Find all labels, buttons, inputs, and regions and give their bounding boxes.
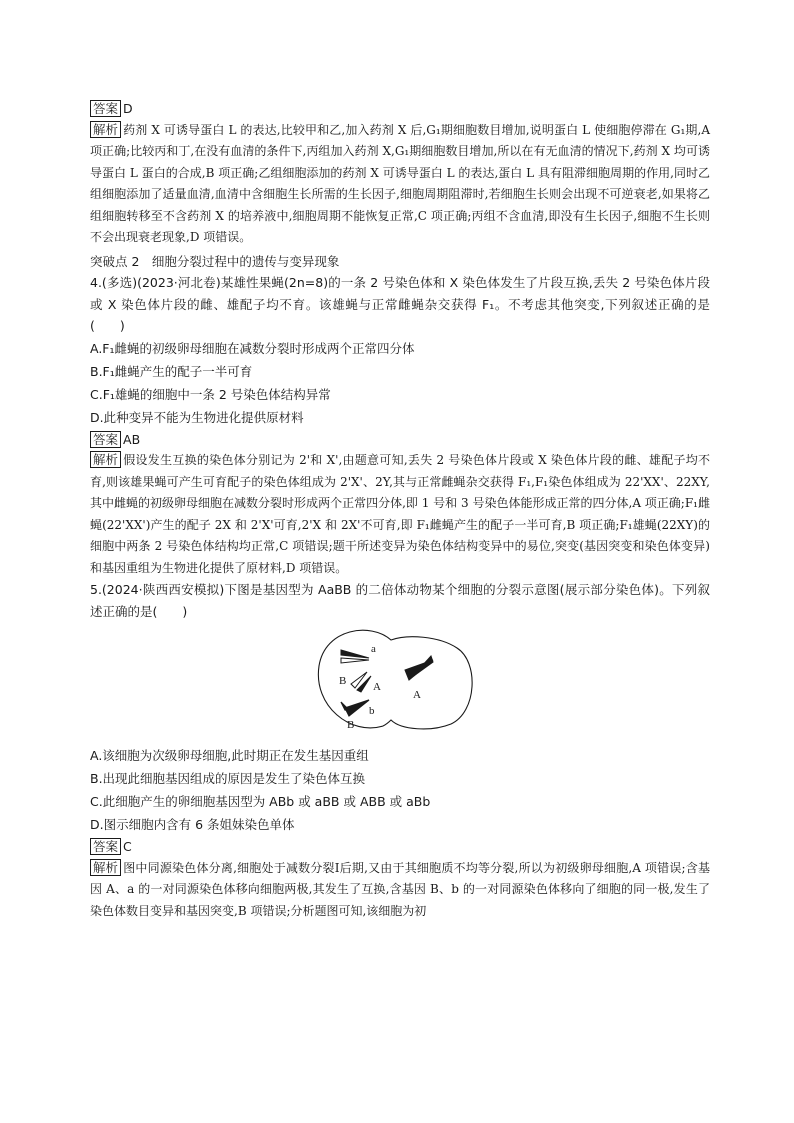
question-5-answer-value: C [123, 839, 132, 854]
question-4-option-d: D.此种变异不能为生物进化提供原材料 [90, 409, 304, 425]
analysis-paragraph [90, 120, 710, 249]
question-5-stem: 5.(2024·陕西西安模拟)下图是基因型为 AaBB 的二倍体动物某个细胞的分裂示意图(展示部分染色体)。下列叙述正确的是( ) [90, 582, 710, 619]
question-4-answer-value: AB [123, 431, 141, 447]
gene-label-b-small: b [369, 705, 375, 717]
chromosome-a-left [341, 650, 369, 663]
answer-tag: 答案 [90, 838, 121, 855]
answer-line [90, 98, 710, 120]
question-5-option-a: A.该细胞为次级卵母细胞,此时期正在发生基因重组 [90, 748, 369, 763]
gene-label-a-left: A [373, 681, 381, 693]
analysis-tag: 解析 [90, 451, 121, 468]
question-5-answer-line [90, 836, 710, 858]
gene-label-b-lower: B [347, 719, 355, 731]
answer-tag: 答案 [90, 431, 121, 448]
question-4-option-b: B.F₁雌蝇产生的配子一半可育 [90, 363, 253, 379]
question-5-analysis-text: 图中同源染色体分离,细胞处于减数分裂Ⅰ后期,又由于其细胞质不均等分裂,所以为初级卵母细胞,A 项错误;含基因 A、a 的一对同源染色体移向细胞两极,其发生了互换,含基因 B、b 的一对同源染色体移向了细胞的同一极,发生了染色体数目变异和基因突变,B 项错误;分析题图可知,该细胞为初 [90, 860, 710, 918]
cell-diagram [311, 626, 481, 738]
question-4-answer-line [90, 429, 710, 451]
question-5-option-c: C.此细胞产生的卵细胞基因型为 ABb 或 aBB 或 ABB 或 aBb [90, 794, 431, 809]
answer-tag: 答案 [90, 100, 121, 117]
question-4-option-c: C.F₁雄蝇的细胞中一条 2 号染色体结构异常 [90, 386, 331, 402]
analysis-tag: 解析 [90, 859, 121, 876]
question-4-analysis-text: 假设发生互换的染色体分别记为 2'和 X',由题意可知,丢失 2 号染色体片段或 X 染色体片段的雌、雄配子均不育,则该雄果蝇可产生可育配子的染色体组成为 2'X'、2Y,其与正常雌蝇杂交获得 F₁,F₁染色体组成为 22'XX'、22XY,其中雌蝇的初级卵母细胞在减数分裂时形成两个正常四分体,即 1 号和 3 号染色体能形成正常的四分体,A 项正确;F₁雌蝇(22'XX')产生的配子 2X 和 2'X'可育,2'X 和 2X'不可育,即 F₁雌蝇产生的配子一半可育,B 项正确;F₁雄蝇(22XY)的细胞中两条 2 号染色体结构均正常,C 项错误;题干所述变异为染色体结构变异中的易位,突变(基因突变和染色体变异)和基因重组为生物进化提供了原材料,D 项错误。 [90, 453, 710, 575]
chromosome-b-left [351, 672, 371, 692]
gene-label-b-upper: B [339, 675, 347, 687]
question-4-option-a: A.F₁雌蝇的初级卵母细胞在减数分裂时形成两个正常四分体 [90, 340, 415, 356]
question-4-stem: 4.(多选)(2023·河北卷)某雄性果蝇(2n=8)的一条 2 号染色体和 X 染色体发生了片段互换,丢失 2 号染色体片段或 X 染色体片段的雌、雄配子均不育。该雄蝇与正常雌蝇杂交获得 F₁。不考虑其他突变,下列叙述正确的是( ) [90, 275, 710, 333]
question-5-option-d: D.图示细胞内含有 6 条姐妹染色单体 [90, 817, 295, 832]
chromosome-bb-left [341, 700, 369, 716]
question-4-analysis [90, 450, 710, 579]
gene-label-a-right: A [413, 689, 421, 701]
gene-label-a: a [371, 643, 376, 655]
cell-division-figure [90, 622, 710, 744]
analysis-text: 药剂 X 可诱导蛋白 L 的表达,比较甲和乙,加入药剂 X 后,G₁期细胞数目增加,说明蛋白 L 使细胞停滞在 G₁期,A 项正确;比较丙和丁,在没有血清的条件下,丙组加入药剂 X,G₁期细胞数目增加,所以在有无血清的情况下,药剂 X 均可诱导蛋白 L 蛋白的合成,B 项正确;乙组细胞添加的药剂 X 可诱导蛋白 L 的表达,蛋白 L 具有阻滞细胞周期的作用,同时乙组细胞添加了适量血清,血清中含细胞生长所需的生长因子,细胞周期阻滞时,若细胞生长则会出现不可逆衰老,如果将乙组细胞转移至不含药剂 X 的培养液中,细胞周期不能恢复正常,C 项正确;丙组不含血清,即没有生长因子,细胞不生长则不会出现衰老现象,D 项错误。 [90, 122, 710, 244]
document-page [90, 98, 710, 922]
analysis-tag: 解析 [90, 121, 121, 138]
section-title: 突破点 2 细胞分裂过程中的遗传与变异现象 [90, 253, 340, 269]
question-5-option-b: B.出现此细胞基因组成的原因是发生了染色体互换 [90, 771, 366, 786]
answer-value: D [123, 101, 133, 116]
question-5-analysis [90, 858, 710, 923]
chromosome-a-right [405, 656, 433, 680]
